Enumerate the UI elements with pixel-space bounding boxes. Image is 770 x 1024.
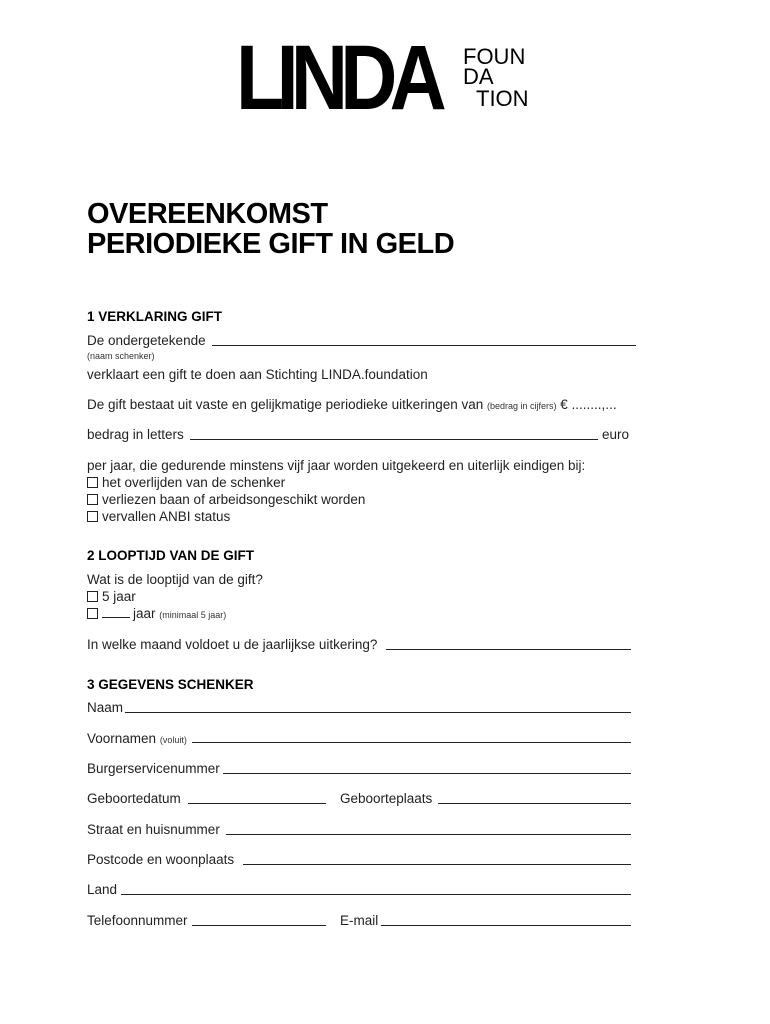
option-anbi[interactable] bbox=[87, 509, 230, 524]
field-land[interactable] bbox=[121, 894, 631, 895]
text-verklaart: verklaart een gift te doen aan Stichting LINDA.foundation bbox=[87, 367, 428, 382]
field-maand[interactable] bbox=[386, 649, 631, 650]
checkbox-anbi[interactable] bbox=[87, 511, 98, 522]
option-label: 5 jaar bbox=[102, 589, 136, 604]
field-telefoon[interactable] bbox=[192, 925, 326, 926]
label-naam: Naam bbox=[87, 700, 124, 715]
checkbox-baan[interactable] bbox=[87, 494, 98, 505]
page-title-line1: OVEREENKOMST bbox=[87, 198, 328, 230]
text-looptijd-vraag: Wat is de looptijd van de gift? bbox=[87, 572, 263, 587]
field-ondergetekende[interactable] bbox=[212, 345, 636, 346]
label-maand: In welke maand voldoet u de jaarlijkse uitkering? bbox=[87, 637, 378, 652]
section-heading-gegevens: 3 GEGEVENS SCHENKER bbox=[87, 677, 254, 692]
option-label: vervallen ANBI status bbox=[102, 509, 231, 524]
label-land: Land bbox=[87, 882, 118, 897]
field-straat[interactable] bbox=[226, 834, 631, 835]
label-postcode: Postcode en woonplaats bbox=[87, 852, 235, 867]
checkbox-custom-jaar[interactable] bbox=[87, 608, 98, 619]
option-custom-jaar[interactable] bbox=[87, 606, 226, 621]
section-heading-looptijd: 2 LOOPTIJD VAN DE GIFT bbox=[87, 548, 255, 563]
field-email[interactable] bbox=[381, 925, 631, 926]
field-naam[interactable] bbox=[125, 712, 631, 713]
option-label: het overlijden van de schenker bbox=[102, 475, 286, 490]
label-bedrag-letters: bedrag in letters bbox=[87, 427, 184, 442]
option-baan[interactable] bbox=[87, 492, 365, 507]
field-postcode[interactable] bbox=[243, 864, 631, 865]
label-email: E-mail bbox=[340, 913, 379, 928]
field-jaren[interactable] bbox=[102, 607, 130, 618]
logo-da: DA bbox=[463, 64, 494, 89]
label-ondergetekende: De ondergetekende bbox=[87, 333, 206, 348]
field-bsn[interactable] bbox=[223, 773, 631, 774]
label-straat: Straat en huisnummer bbox=[87, 822, 220, 837]
hint-voluit: (voluit) bbox=[159, 735, 187, 745]
hint-naam-schenker: (naam schenker) bbox=[87, 351, 155, 361]
option-5-jaar[interactable] bbox=[87, 589, 136, 604]
field-geboorteplaats[interactable] bbox=[438, 803, 631, 804]
hint-bedrag-cijfers: (bedrag in cijfers) bbox=[487, 401, 557, 411]
section-heading-verklaring: 1 VERKLARING GIFT bbox=[87, 309, 223, 324]
row-gift-bestaat bbox=[87, 397, 617, 412]
field-bedrag-cijfers[interactable]: € ........,... bbox=[560, 397, 617, 412]
option-label: verliezen baan of arbeidsongeschikt worden bbox=[102, 492, 366, 507]
field-geboortedatum[interactable] bbox=[188, 803, 326, 804]
option-overlijden[interactable] bbox=[87, 475, 285, 490]
logo-tion: TION bbox=[476, 86, 529, 111]
label-geboorteplaats: Geboorteplaats bbox=[340, 791, 433, 806]
label-voornamen: Voornamen bbox=[87, 731, 157, 746]
label-bsn: Burgerservicenummer bbox=[87, 761, 220, 776]
page-title-line2: PERIODIEKE GIFT IN GELD bbox=[87, 228, 455, 260]
hint-minimaal: (minimaal 5 jaar) bbox=[159, 610, 227, 620]
label-geboortedatum: Geboortedatum bbox=[87, 791, 181, 806]
row-voornamen bbox=[87, 731, 187, 746]
option-label: jaar bbox=[133, 606, 156, 621]
logo-foun: FOUN bbox=[463, 44, 526, 69]
label-telefoon: Telefoonnummer bbox=[87, 913, 188, 928]
label-euro: euro bbox=[602, 427, 630, 442]
checkbox-overlijden[interactable] bbox=[87, 477, 98, 488]
field-bedrag-letters[interactable] bbox=[190, 439, 598, 440]
text-per-jaar: per jaar, die gedurende minstens vijf jaar worden uitgekeerd en uiterlijk eindigen bij: bbox=[87, 458, 586, 473]
checkbox-5-jaar[interactable] bbox=[87, 591, 98, 602]
text-gift-bestaat: De gift bestaat uit vaste en gelijkmatige periodieke uitkeringen van bbox=[87, 397, 484, 412]
field-voornamen[interactable] bbox=[192, 742, 631, 743]
logo-linda: LINDA bbox=[236, 27, 440, 129]
